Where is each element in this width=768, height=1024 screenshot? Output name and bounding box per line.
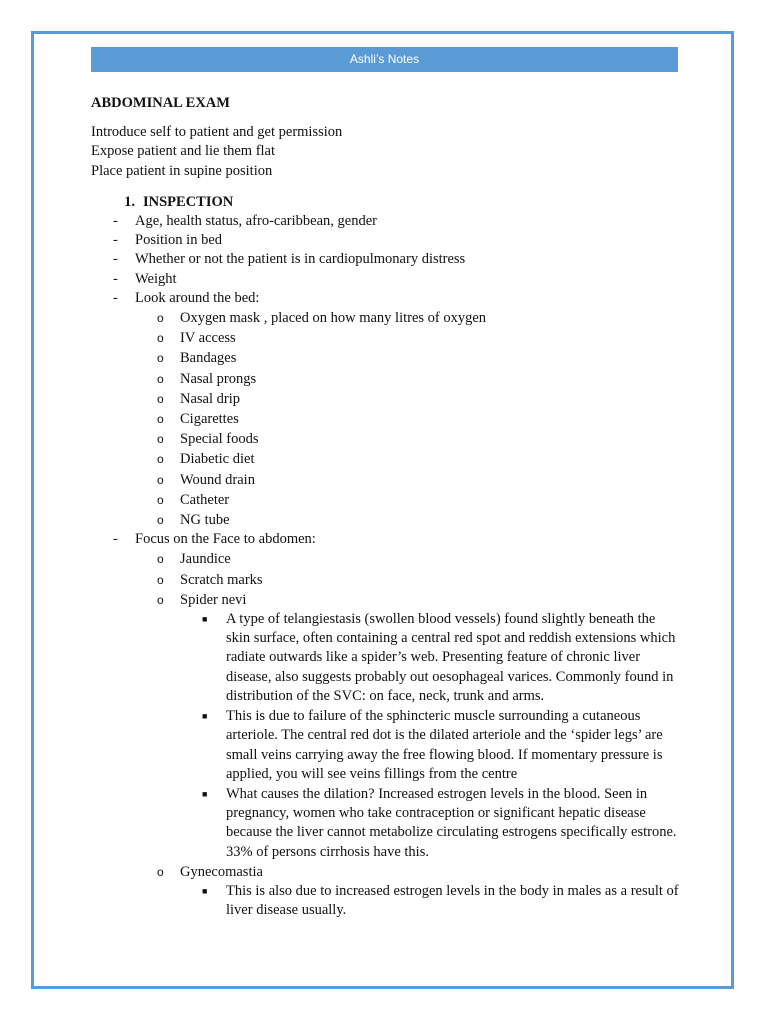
document-header [91,47,678,72]
list-item [135,450,681,469]
list-item-text: Diabetic diet [180,451,255,468]
list-item [135,329,681,348]
intro-line: Expose patient and lie them flat [91,143,276,160]
list-item [135,430,681,449]
list-item [135,550,681,569]
page-title: ABDOMINAL EXAM [91,95,230,111]
list-item-text: What causes the dilation? Increased estrogen levels in the blood. Seen in pregnancy, women who take contraception or significant hepatic disease because the liver cannot metabolize circulating estrogens specifically estrone. 33% of persons cirrhosis have this. [226,785,677,860]
list-item-text: NG tube [180,512,230,529]
list-item [135,410,681,429]
intro-line: Place patient in supine position [91,162,273,179]
dash-bullet: - [113,531,118,548]
dash-bullet: - [113,251,118,268]
circle-bullet: o [157,552,164,567]
list-item [91,250,681,269]
list-item-text: Look around the bed: [135,289,260,306]
list-item-text: Cigarettes [180,411,239,428]
face-items-list [135,550,681,610]
circle-bullet: o [157,311,164,326]
list-item [135,471,681,490]
list-item-text: Special foods [180,431,259,448]
inspection-list [91,212,681,308]
section-heading [91,193,681,212]
list-item-text: Whether or not the patient is in cardiopulmonary distress [135,251,466,268]
circle-bullet: o [157,492,164,507]
circle-bullet: o [157,432,164,447]
list-item [135,309,681,328]
list-item [180,707,681,784]
circle-bullet: o [157,331,164,346]
header-title: Ashli’s Notes [349,52,420,66]
list-item-text: Nasal drip [180,390,240,407]
list-item-text: Gynecomastia [180,863,263,880]
list-item [135,591,681,610]
list-item-text: IV access [180,330,236,347]
list-item-text: Bandages [180,350,237,367]
list-item [135,349,681,368]
dash-bullet: - [113,232,118,249]
square-bullet: ■ [202,885,208,896]
dash-bullet: - [113,270,118,287]
list-item-text: Wound drain [180,471,255,488]
circle-bullet: o [157,513,164,528]
list-item [180,610,681,706]
list-item [135,863,681,882]
circle-bullet: o [157,452,164,467]
circle-bullet: o [157,864,164,879]
circle-bullet: o [157,371,164,386]
list-item-text: This is due to failure of the sphincteric muscle surrounding a cutaneous arteriole. The central red dot is the dilated arteriole and the ‘spider legs’ are small veins carrying away the free flowing blood. If momentary pressure is applied, you will see veins fillings from the centre [226,708,663,782]
list-item [91,289,681,308]
circle-bullet: o [157,572,164,587]
intro-line: Introduce self to patient and get permission [91,124,343,141]
list-item-text: Catheter [180,491,230,508]
list-item-text: Age, health status, afro-caribbean, gender [135,213,377,230]
list-item [135,491,681,510]
list-item [91,231,681,250]
face-section [91,530,681,549]
list-item-text: This is also due to increased estrogen levels in the body in males as a result of liver disease usually. [226,882,679,919]
document-body [91,92,681,920]
gynecomastia-notes [180,882,681,920]
list-item [91,270,681,289]
square-bullet: ■ [202,711,208,722]
intro-block [91,123,681,181]
list-item [180,882,681,920]
list-item [135,390,681,409]
circle-bullet: o [157,472,164,487]
bed-items-list [135,309,681,530]
list-item-text: Position in bed [135,232,223,249]
section-number: 1. [124,193,135,210]
list-item-text: Scratch marks [180,571,263,588]
list-item [91,530,681,549]
square-bullet: ■ [202,614,208,625]
circle-bullet: o [157,592,164,607]
circle-bullet: o [157,391,164,406]
section-title: INSPECTION [143,193,234,210]
gynecomastia-list [135,863,681,882]
list-item-text: Spider nevi [180,591,247,608]
circle-bullet: o [157,412,164,427]
list-item-text: Nasal prongs [180,370,257,387]
list-item-text: Oxygen mask , placed on how many litres of oxygen [180,310,487,327]
list-item-text: Weight [135,270,177,287]
list-item [180,785,681,862]
list-item-text: Focus on the Face to abdomen: [135,531,316,548]
dash-bullet: - [113,213,118,230]
circle-bullet: o [157,351,164,366]
dash-bullet: - [113,289,118,306]
list-item [135,511,681,530]
list-item [135,571,681,590]
list-item-text: A type of telangiestasis (swollen blood vessels) found slightly beneath the skin surface, often containing a central red spot and reddish extensions which radiate outwards like a spider’s web. Presenting feature of chronic liver disease, also suggests probably out oesophageal varices. Commonly found in distribution of the SVC: on face, neck, trunk and arms. [226,611,676,704]
list-item-text: Jaundice [180,551,231,568]
square-bullet: ■ [202,788,208,799]
list-item [135,370,681,389]
list-item [91,212,681,231]
spider-nevi-notes [180,610,681,862]
